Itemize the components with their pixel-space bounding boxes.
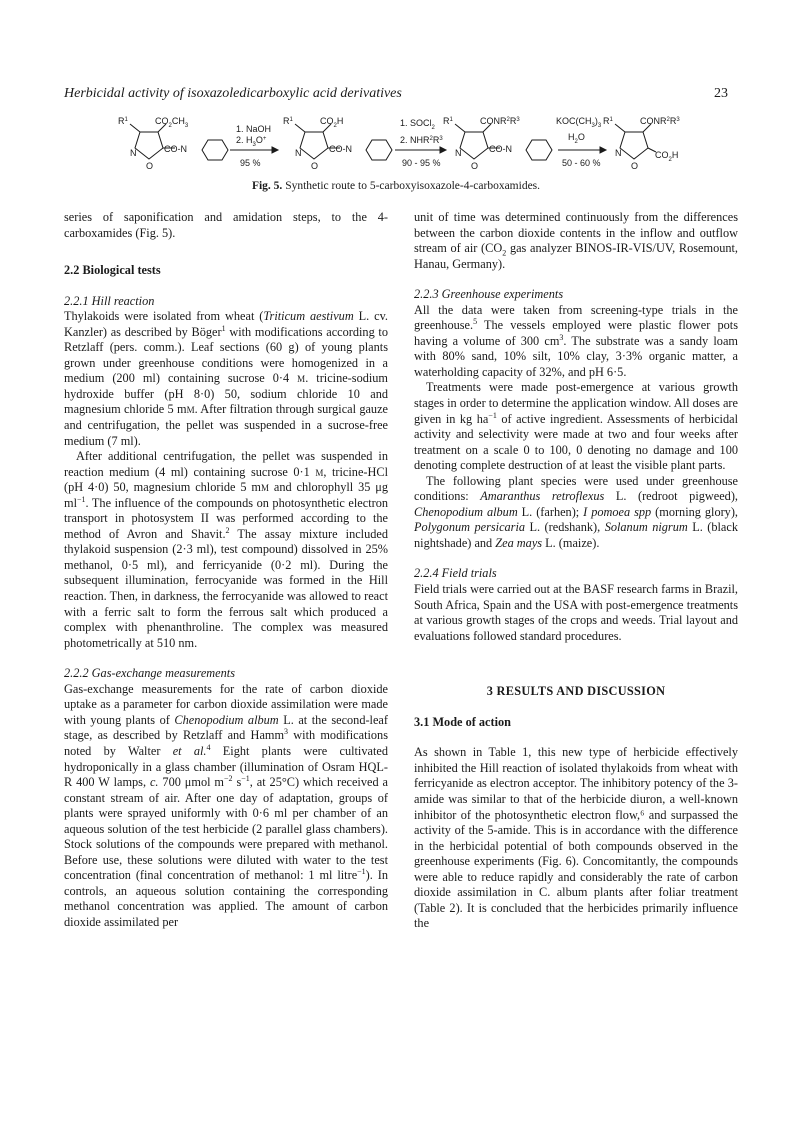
svg-text:N: N	[130, 148, 137, 158]
synthetic-route-scheme	[100, 112, 700, 182]
paragraph-greenhouse-1: All the data were taken from screening-type trials in the greenhouse.$^5$ The vessels employed were plastic flower pots having a volume of 300 $cm^3$. The substrate was a sandy loam with 80% sand, 10% silt, 10% clay, 3·3% organic matter, a waterholding capacity of 32%, and pH 6·5.	[414, 302, 738, 379]
svg-text:H2O: $H_2O$	[568, 132, 585, 145]
compound1-r1: $R^1$	[118, 116, 128, 126]
right-column	[414, 210, 738, 932]
svg-text:N: N	[455, 148, 462, 158]
svg-text:CO2H: $CO_2H$	[655, 150, 679, 163]
svg-text:R1: $R^1$	[443, 116, 453, 126]
running-title: Herbicidal activity of isoxazoledicarboxylic acid derivatives	[64, 86, 402, 101]
svg-text:CO2H: $CO_2H$	[320, 116, 344, 129]
figure-caption: Fig. 5. Synthetic route to 5-carboxyisoxazole-4-carboxamides.	[251, 180, 541, 192]
paragraph-hill-2: After additional centrifugation, the pellet was suspended in reaction medium (4 ml) containing sucrose 0·1 m, tricine-HCl (pH 4·0) 50, magnesium chloride 5 mm and chlorophyll 35 μg $ml^{-1}$. The influence of the compounds on photosynthetic electron transport in photosystem II was performed according to the method of Avron and Shavit.$^2$ The assay mixture included thylakoid suspension (2·3 ml), test compound) dissolved in 25% methanol, 0·5 ml), and ferricyanide (0·2 ml). During the subsequent illumination, ferrocyanide was formed in the Hill reaction. Then, in darkness, the ferrocyanide was allowed to react with a ferric salt to form the ferrous salt which produced a complex with phenanthroline. The complex was measured photometrically at 510 nm.	[64, 449, 388, 650]
svg-text:90 - 95 %: 90 - 95 %	[402, 158, 441, 168]
svg-text:O: O	[631, 161, 639, 171]
svg-text:CO-N: CO-N	[164, 144, 187, 154]
svg-text:O: O	[311, 161, 319, 171]
svg-text:1. SOCl2: 1. SOCl$_2$	[400, 118, 435, 131]
section-2-2-1-heading: 2.2.1 Hill reaction	[64, 293, 155, 308]
section-2-2-2-heading: 2.2.2 Gas-exchange measurements	[64, 666, 235, 681]
paragraph-greenhouse-2: Treatments were made post-emergence at various growth stages in order to determine the application window. All doses are given in kg $ha^{-1}$ of active ingredient. Assessments of herbicidal activity and selectivity were made at two and four weeks after treatment on a scale 0 to 100, 0 denoting no damage and 100 denoting complete destruction of at least the visible plant parts.	[414, 380, 739, 473]
svg-text:O: O	[146, 161, 154, 171]
svg-text:CONR2R3: $CONR^2R^3$	[480, 116, 520, 126]
svg-text:50 - 60 %: 50 - 60 %	[562, 158, 601, 168]
paragraph-field-trials: Field trials were carried out at the BASF research farms in Brazil, South Africa, Spain and the USA with post-emergence treatments at various growth stages of the crops and weeds. Trial layout and evaluations followed standard procedures.	[414, 582, 738, 643]
paragraph-mode-of-action: As shown in Table 1, this new type of herbicide effectively inhibited the Hill reaction of isolated thylakoids from wheat with ferricyanide as electron acceptor. The inhibitory potency of the 3-amide was similar to that of the herbicide diuron, a well-known inhibitor of the photosynthetic electron flow,⁶ and surpassed the activity of the 5-amide. This is in accordance with the difference in the herbicidal potential of both compounds observed in the greenhouse experiments (Fig. 6). Concomitantly, the compounds were able to reduce rapidly and considerably the rate of carbon dioxide assimilation in C. album plants after foliar treatment (Table 2). It is concluded that the herbicides primarily influence the	[414, 745, 738, 931]
svg-text:KOC(CH3)3: $KOC(CH_3)_3$	[556, 116, 602, 129]
section-2-2-3-heading: 2.2.3 Greenhouse experiments	[414, 287, 564, 302]
svg-text:N: N	[295, 148, 302, 158]
section-3-1-heading: 3.1 Mode of action	[414, 714, 511, 729]
section-2-2-heading: 2.2 Biological tests	[64, 263, 161, 278]
paragraph-greenhouse-3: The following plant species were used under greenhouse conditions: Amaranthus retroflexus L. (redroot pigweed), Chenopodium album L. (farhen); I pomoea spp (morning glory), Polygonum persicaria L. (redshank), Solanum nigrum L. (black nightshade) and Zea mays L. (maize).	[414, 473, 739, 550]
svg-text:CO-N: CO-N	[329, 144, 352, 154]
svg-text:R1: $R^1$	[283, 116, 293, 126]
svg-text:CO-N: CO-N	[489, 144, 512, 154]
paragraph-hill-1: Thylakoids were isolated from wheat (Triticum aestivum L. cv. Kanzler) as described by Böger$^1$ with modifications according to Retzlaff (pers. comm.). Leaf sections (60 g) of young plants grown under greenhouse conditions were homogenized in a medium (200 ml) containing sucrose 0·4 m. tricine-sodium hydroxide buffer (pH 8·0) 50, sodium chloride 10 and magnesium chloride 5 mm. After filtration through surgical gauze and centrifugation, the pellet was suspended in a sucrose-free medium (7 ml).	[64, 309, 388, 448]
paragraph-gas-exchange: Gas-exchange measurements for the rate of carbon dioxide uptake as a parameter for carbon dioxide assimilation were made with young plants of Chenopodium album L. at the second-leaf stage, as described by Retzlaff and Hamm$^3$ with modifications noted by Walter et al.$^4$ Eight plants were cultivated hydroponically in a glass chamber (illumination of Osram HQL-R 400 W lamps, c. 700 μmol $m^{-2}$ $s^{-1}$, at 25°C) which received a constant stream of air. After one day of adaptation, groups of plants were sprayed uniformly with 0·6 ml per chamber of an aqueous solution of the test herbicide (2 parallel glass chambers). Stock solutions of the compounds were prepared with methanol. Before use, these solutions were diluted with water to the test concentration (final concentration of methanol: 1 ml litre$^{-1}$). In controls, an aqueous solution containing the corresponding methanol concentration was applied. The amount of carbon dioxide assimilated per	[64, 681, 388, 929]
svg-text:CO2CH3: $CO_2CH_3$	[155, 116, 189, 129]
svg-text:R1: $R^1$	[603, 116, 613, 126]
section-2-2-4-heading: 2.2.4 Field trials	[414, 566, 497, 581]
svg-text:2. H3O+: 2. $H_3O^+$	[236, 135, 267, 148]
svg-text:2. NHR2R3: 2. $NHR^2R^3$	[400, 135, 443, 145]
svg-text:CONR2R3: $CONR^2R^3$	[640, 116, 680, 126]
page-number: 23	[714, 86, 728, 101]
svg-text:N: N	[615, 148, 622, 158]
svg-text:1. NaOH: 1. NaOH	[236, 124, 272, 134]
svg-text:O: O	[471, 161, 479, 171]
paragraph-intro-end: series of saponification and amidation steps, to the 4-carboxamides (Fig. 5).	[64, 210, 388, 240]
paragraph-gas-exchange-cont: unit of time was determined continuously from the differences between the carbon dioxide contents in the inflow and outflow stream of air ($CO_2$ gas analyzer BINOS-IR-VIS/UV, Rosemount, Hanau, Germany).	[414, 210, 739, 271]
left-column	[64, 210, 388, 931]
svg-text:95 %: 95 %	[240, 158, 261, 168]
section-3-heading: 3 RESULTS AND DISCUSSION	[486, 684, 666, 699]
